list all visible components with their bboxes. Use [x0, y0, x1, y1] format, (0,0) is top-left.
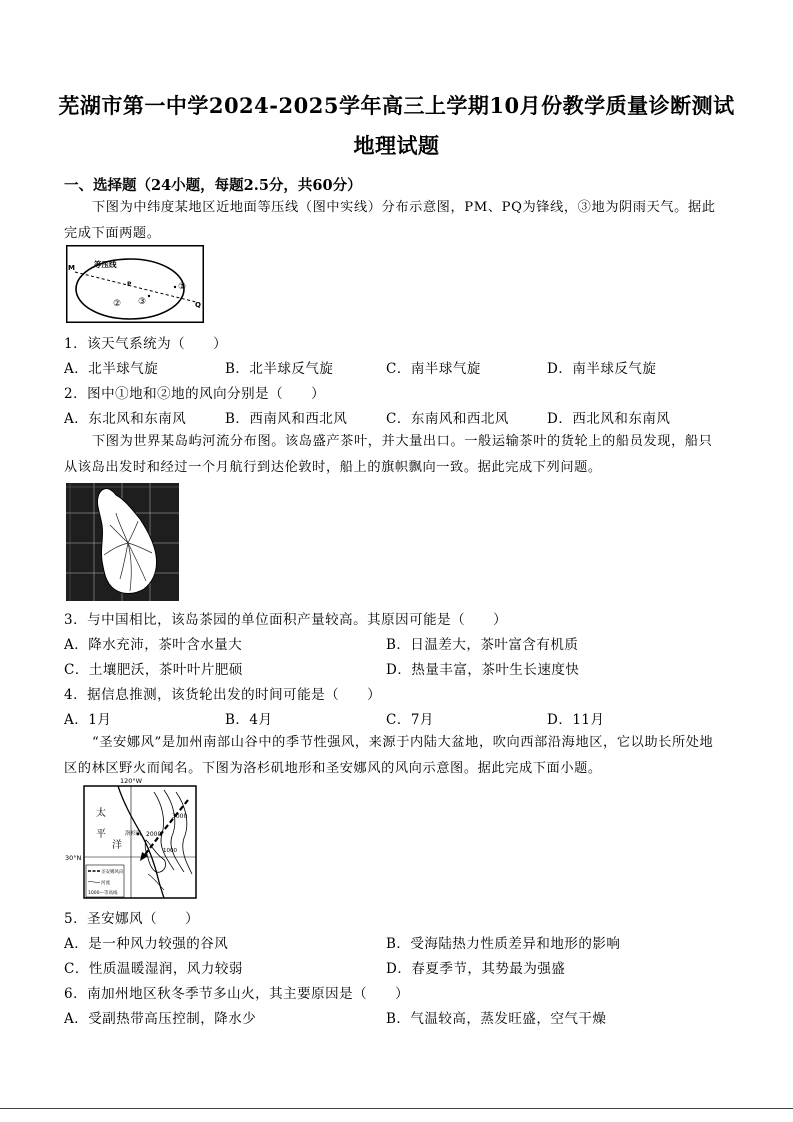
intro-passage-2: 下图为世界某岛屿河流分布图。该岛盛产茶叶，并大量出口。一般运输茶叶的货轮上的船员发现，船只从该岛出发时和经过一个月航行到达伦敦时，船上的旗帜飘向一致。据此完成下列问题。 [64, 434, 713, 475]
q4-option-b: B．4月 [225, 712, 273, 728]
point-p-label: P [127, 281, 132, 288]
intro-passage-1: 下图为中纬度某地区近地面等压线（图中实线）分布示意图，PM、PQ为锋线，③地为阴雨天气。据此完成下面两题。 [64, 200, 716, 241]
contour-3000-label: 3000 [172, 813, 188, 820]
longitude-label: 120°W [120, 777, 143, 785]
ocean-label-ping: 平 [96, 829, 106, 840]
latitude-label: 30°N [65, 854, 82, 862]
intro-passage-3: “圣安娜风”是加州南部山谷中的季节性强风，来源于内陆大盆地，吹向西部沿海地区，它以助长所处地区的林区野火而闻名。下图为洛杉矶地形和圣安娜风的风向示意图。据此完成下面小题。 [64, 735, 714, 776]
island-river-map [66, 483, 179, 601]
isobar-label: 等压线 [94, 260, 117, 269]
exam-title: 芜湖市第一中学2024-2025学年高三上学期10月份教学质量诊断测试 [58, 93, 735, 118]
q1-option-a: A．北半球气旋 [64, 361, 159, 377]
q5-option-a: A．是一种风力较强的谷风 [64, 936, 229, 952]
q4-option-a: A．1月 [64, 712, 112, 728]
q1-option-b: B．北半球反气旋 [225, 361, 334, 377]
ocean-label-yang: 洋 [112, 840, 122, 851]
q2-option-a: A．东北风和东南风 [64, 411, 187, 427]
question-6-stem: 6．南加州地区秋冬季节多山火，其主要原因是（ ） [64, 986, 410, 1002]
legend-wind-label: 圣安娜风向 [101, 870, 124, 875]
point-3-label: ③ [138, 297, 147, 307]
q2-option-b: B．西南风和西北风 [225, 411, 348, 427]
q6-option-b: B．气温较高，蒸发旺盛，空气干燥 [386, 1011, 607, 1027]
q4-option-d: D．11月 [547, 712, 605, 728]
q5-option-b: B．受海陆热力性质差异和地形的影响 [386, 936, 621, 952]
point-2-label: ② [113, 299, 122, 309]
question-3-stem: 3．与中国相比，该岛茶园的单位面积产量较高。其原因可能是（ ） [64, 612, 508, 628]
point-m-label: M [68, 264, 75, 272]
point-1-dot [174, 286, 176, 288]
page-bottom-rule [0, 1108, 793, 1109]
q1-option-d: D．南半球反气旋 [547, 361, 657, 377]
point-q-label: Q [195, 301, 201, 309]
question-4-stem: 4．据信息推测，该货轮出发的时间可能是（ ） [64, 687, 382, 703]
q2-option-c: C．东南风和西北风 [386, 411, 509, 427]
map-legend [86, 865, 124, 897]
q6-option-a: A．受副热带高压控制，降水少 [64, 1011, 257, 1027]
point-1-label: ① [178, 282, 187, 292]
q2-option-d: D．西北风和东南风 [547, 411, 671, 427]
question-1-stem: 1．该天气系统为（ ） [64, 336, 228, 352]
q1-option-c: C．南半球气旋 [386, 361, 481, 377]
isobar-diagram [66, 245, 204, 323]
exam-subject: 地理试题 [353, 133, 440, 158]
legend-river-label: 河流 [101, 881, 110, 886]
q3-option-d: D．热量丰富，茶叶生长速度快 [386, 662, 580, 678]
section-heading: 一、选择题（24小题，每题2.5分，共60分） [64, 177, 362, 194]
santa-ana-wind-map [62, 774, 200, 901]
q4-option-c: C．7月 [386, 712, 434, 728]
point-3-dot [148, 295, 150, 297]
question-5-stem: 5．圣安娜风（ ） [64, 911, 200, 927]
city-label: 洛杉矶 [125, 831, 142, 837]
ocean-label-tai: 太 [96, 808, 106, 819]
q3-option-a: A．降水充沛，茶叶含水量大 [64, 637, 243, 653]
contour-2000-label: 2000 [146, 831, 162, 838]
q3-option-c: C．土壤肥沃，茶叶叶片肥硕 [64, 662, 243, 678]
q5-option-c: C．性质温暖湿润，风力较弱 [64, 961, 243, 977]
contour-1000-label: 1000 [163, 848, 177, 854]
legend-contour-label: 1000—等高线 [88, 891, 118, 896]
q3-option-b: B．日温差大，茶叶富含有机质 [386, 637, 579, 653]
question-2-stem: 2．图中①地和②地的风向分别是（ ） [64, 386, 326, 402]
q5-option-d: D．春夏季节，其势最为强盛 [386, 961, 566, 977]
